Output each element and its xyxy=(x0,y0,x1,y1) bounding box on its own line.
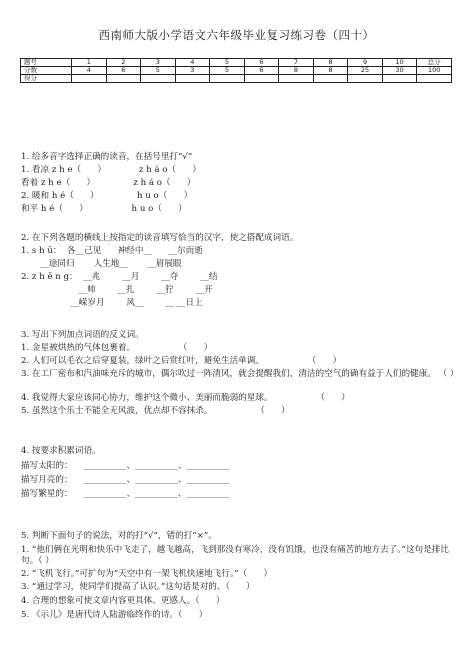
score-table-row xyxy=(21,75,452,83)
score-cell xyxy=(417,75,452,83)
score-cell xyxy=(313,75,348,83)
score-cell: 8 xyxy=(313,67,348,75)
q2-line: 2. z h ē n g： __兆 __月 __夺 __结 xyxy=(21,272,218,282)
q4-heading: 4. 按要求积累词语。 xyxy=(21,446,101,456)
score-table-row xyxy=(21,59,452,67)
score-cell: 6 xyxy=(106,67,141,75)
q5-heading: 5. 判断下面句子的说法，对的打“√”，错的打“×”。 xyxy=(21,531,217,541)
score-cell xyxy=(348,75,383,83)
score-cell: 4 xyxy=(175,59,210,67)
score-cell: 3 xyxy=(175,67,210,75)
score-cell: 8 xyxy=(313,59,348,67)
score-cell xyxy=(106,75,141,83)
score-cell xyxy=(210,75,245,83)
score-cell: 3 xyxy=(141,59,176,67)
q3-line: 1. 金星被烘热的气体包裹着。 （ ） xyxy=(21,343,213,353)
q5-line: 2. “飞机飞行。”可扩句为“天空中有一架飞机快速地飞行。”（ ） xyxy=(21,569,273,579)
score-cell: 4 xyxy=(72,67,107,75)
score-cell: 8 xyxy=(279,67,314,75)
score-cell: 5 xyxy=(210,59,245,67)
q4-line: 描写月亮的： __________、__________、__________ xyxy=(21,475,230,485)
q2-line: __嵘岁月 风__ __ __日上 xyxy=(21,298,203,308)
q3-line: 4. 我觉得大家应该同心协力，维护这个微小、美丽而脆弱的星球。 （ ） xyxy=(21,393,350,403)
q2-heading: 2. 在下列各题的横线上按指定的读音填写恰当的汉字，使之搭配成词语。 xyxy=(21,233,299,243)
q1-line: 1. 看凉 z h e（ ） z h á o（ ） xyxy=(21,165,201,175)
score-table-row xyxy=(21,67,452,75)
q2-line: 1. s h ū： 各__己见 神经中__ __尔而逝 xyxy=(21,246,203,256)
q1-line: 2. 暖和 h é（ ） h u o（ ） xyxy=(21,191,193,201)
q4-line: 描写繁星的： __________、__________、__________ xyxy=(21,489,230,499)
score-cell: 6 xyxy=(244,67,279,75)
score-cell: 25 xyxy=(348,67,383,75)
score-row-label: 题号 xyxy=(21,59,72,67)
q5-line: 1. “他们俩在光明和快乐中飞走了，越飞越高，飞到那没有寒冷，没有饥饿，也没有痛苦的地方去了。”这句是排比句。（ ） xyxy=(21,545,449,566)
score-cell xyxy=(141,75,176,83)
q3-line: 2. 人们可以毛衣之后穿夏装，绿叶之后赏红叶，避免生活单调。 （ ） xyxy=(21,356,342,366)
score-cell: 6 xyxy=(244,59,279,67)
score-cell: 100 xyxy=(417,67,452,75)
score-cell xyxy=(382,75,417,83)
score-cell: 总分 xyxy=(417,59,452,67)
score-cell xyxy=(279,75,314,83)
page-title: 西南师大版小学语文六年级毕业复习练习卷（四十） xyxy=(98,28,375,42)
q1-heading: 1. 给多音字选择正确的读音，在括号里打“√” xyxy=(21,152,193,162)
q2-line: __帅 __扎 __狞 __开 xyxy=(21,285,213,295)
score-row-label: 得分 xyxy=(21,75,72,83)
score-cell: 7 xyxy=(279,59,314,67)
score-cell xyxy=(72,75,107,83)
score-cell: 1 xyxy=(72,59,107,67)
score-cell: 2 xyxy=(106,59,141,67)
score-cell xyxy=(175,75,210,83)
q5-line: 3. “通过学习，使同学们提高了认识。”这句话是对的。（ ） xyxy=(21,582,255,592)
score-cell: 5 xyxy=(210,67,245,75)
score-cell: 9 xyxy=(348,59,383,67)
q4-line: 描写太阳的： __________、__________、__________ xyxy=(21,461,230,471)
q1-line: 和平 h é（ ） h u o（ ） xyxy=(21,204,187,214)
q2-line: __途同归 人生地__ __眉展眼 xyxy=(21,259,182,269)
q5-line: 5. 《示儿》是唐代诗人陆游临终作的诗。（ ） xyxy=(21,610,208,620)
score-row-label: 分数 xyxy=(21,67,72,75)
q3-line: 3. 在工厂密布和汽油味充斥的城市，偶尔吹过一阵清风，就会提醒我们，清洁的空气的确有益于人们的健康。 （ ） xyxy=(21,369,459,379)
score-cell xyxy=(244,75,279,83)
score-table xyxy=(20,58,452,83)
q3-line: 5. 虽然这个乐士不能全无风波，优点却不容抹杀。 （ ） xyxy=(21,406,290,416)
score-cell: 5 xyxy=(141,67,176,75)
q5-line: 4. 合理的想象可使文章内容更具体、更感人。（ ） xyxy=(21,596,225,606)
q1-line: 看着 z h e（ ） z h á o（ ） xyxy=(21,178,196,188)
score-cell: 10 xyxy=(382,59,417,67)
score-cell: 30 xyxy=(382,67,417,75)
q3-heading: 3. 写出下列加点词语的反义词。 xyxy=(21,330,144,340)
